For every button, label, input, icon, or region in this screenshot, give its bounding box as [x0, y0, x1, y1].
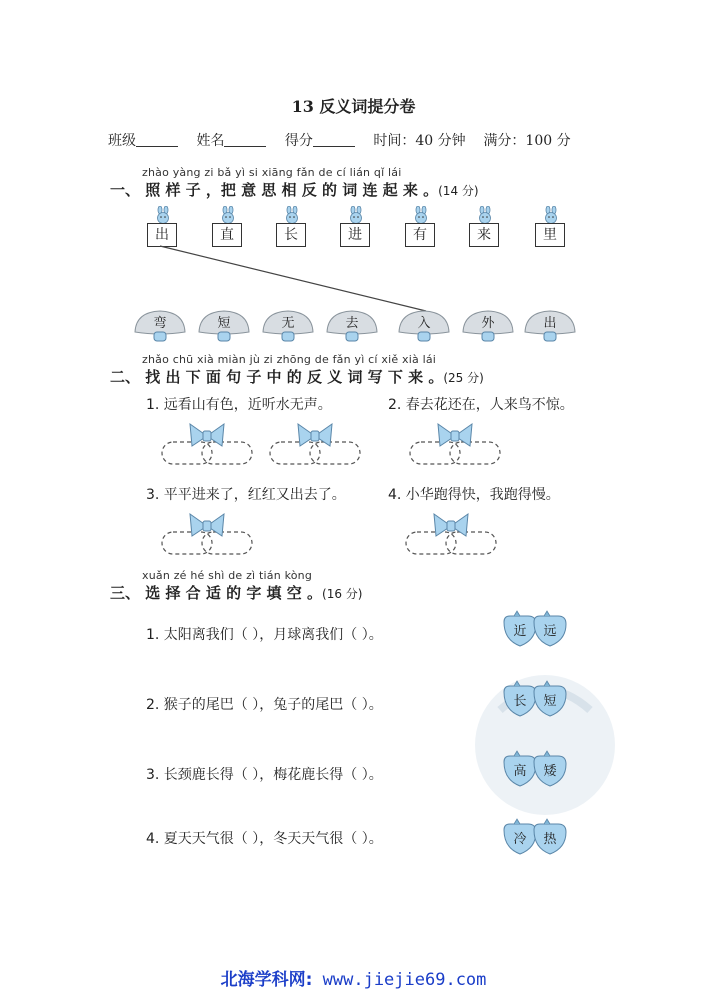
section1-points: (14 分)	[438, 184, 479, 198]
section3-points: (16 分)	[322, 587, 363, 601]
top-word-box[interactable]: 进	[340, 223, 370, 247]
sentence-1: 1. 远看山有色，近听水无声。	[146, 397, 332, 413]
section2-heading-text: 二、 找 出 下 面 句 子 中 的 反 义 词 写 下 来 。	[110, 368, 444, 386]
option-char: 远	[543, 624, 557, 639]
mushroom-word[interactable]	[132, 308, 188, 342]
score-label: 得分	[284, 133, 313, 149]
footer-site-name: 北海学科网:	[220, 970, 313, 990]
section2-heading	[110, 366, 484, 387]
mushroom-word-label: 无	[281, 316, 295, 331]
section3-heading-text: 三、 选 择 合 适 的 字 填 空 。	[110, 584, 323, 602]
question-1: 1. 太阳离我们（ ），月球离我们（ ）。	[146, 627, 383, 643]
mushroom-word[interactable]	[396, 308, 452, 342]
question-3: 3. 长颈鹿长得（ ），梅花鹿长得（ ）。	[146, 767, 383, 783]
mushroom-word-label: 入	[417, 316, 431, 331]
section1-pinyin: zhào yàng zi bǎ yì si xiāng fǎn de cí lián qǐ lái	[142, 166, 402, 179]
match-line	[0, 0, 707, 360]
question-4: 4. 夏天天气很（ ），冬天天气很（ ）。	[146, 831, 383, 847]
question-2: 2. 猴子的尾巴（ ），兔子的尾巴（ ）。	[146, 697, 383, 713]
option-pair[interactable]	[500, 680, 570, 718]
option-pair[interactable]	[500, 610, 570, 648]
top-word-box[interactable]: 直	[212, 223, 242, 247]
option-char: 矮	[543, 764, 557, 779]
mushroom-word-label: 出	[543, 316, 557, 331]
full-score: 满分：100 分	[483, 133, 571, 149]
sentence-2: 2. 春去花还在，人来鸟不惊。	[388, 397, 574, 413]
time-info: 时间：40 分钟	[373, 133, 466, 149]
top-word-box[interactable]: 出	[147, 223, 177, 247]
footer	[0, 965, 707, 990]
top-word-box[interactable]: 里	[535, 223, 565, 247]
section3-pinyin: xuǎn zé hé shì de zì tián kòng	[142, 569, 313, 582]
footer-url[interactable]: www.jiejie69.com	[312, 970, 487, 990]
option-char: 高	[513, 764, 527, 779]
answer-bow-2[interactable]	[408, 420, 504, 466]
mushroom-word[interactable]	[260, 308, 316, 342]
name-label: 姓名	[196, 133, 225, 149]
option-pair[interactable]	[500, 818, 570, 856]
option-char: 长	[513, 694, 527, 709]
page-title: 13 反义词提分卷	[291, 97, 416, 116]
answer-bow-1b[interactable]	[268, 420, 364, 466]
section2-points: (25 分)	[443, 371, 484, 385]
option-char: 短	[543, 694, 557, 709]
section3-heading	[110, 582, 362, 603]
section1-heading-text: 一、 照 样 子 ，把 意 思 相 反 的 词 连 起 来 。	[110, 181, 439, 199]
mushroom-word[interactable]	[522, 308, 578, 342]
mushroom-word[interactable]	[196, 308, 252, 342]
top-word-box[interactable]: 有	[405, 223, 435, 247]
option-char: 冷	[513, 832, 527, 847]
option-pair[interactable]	[500, 750, 570, 788]
mushroom-word[interactable]	[324, 308, 380, 342]
sentence-3: 3. 平平进来了，红红又出去了。	[146, 487, 346, 503]
top-word-box[interactable]: 来	[469, 223, 499, 247]
mushroom-word-label: 外	[481, 316, 495, 331]
option-char: 热	[543, 832, 557, 847]
sentence-4: 4. 小华跑得快，我跑得慢。	[388, 487, 560, 503]
class-label: 班级	[108, 133, 136, 149]
section2-pinyin: zhǎo chū xià miàn jù zi zhōng de fǎn yì cí xiě xià lái	[142, 353, 437, 366]
mushroom-word-label: 去	[345, 316, 359, 331]
mushroom-word-label: 短	[217, 316, 231, 331]
answer-bow-4[interactable]	[404, 510, 500, 556]
answer-bow-1a[interactable]	[160, 420, 256, 466]
top-word-box[interactable]: 长	[276, 223, 306, 247]
option-char: 近	[513, 624, 527, 639]
mushroom-word[interactable]	[460, 308, 516, 342]
answer-bow-3[interactable]	[160, 510, 256, 556]
mushroom-word-label: 弯	[153, 316, 167, 331]
